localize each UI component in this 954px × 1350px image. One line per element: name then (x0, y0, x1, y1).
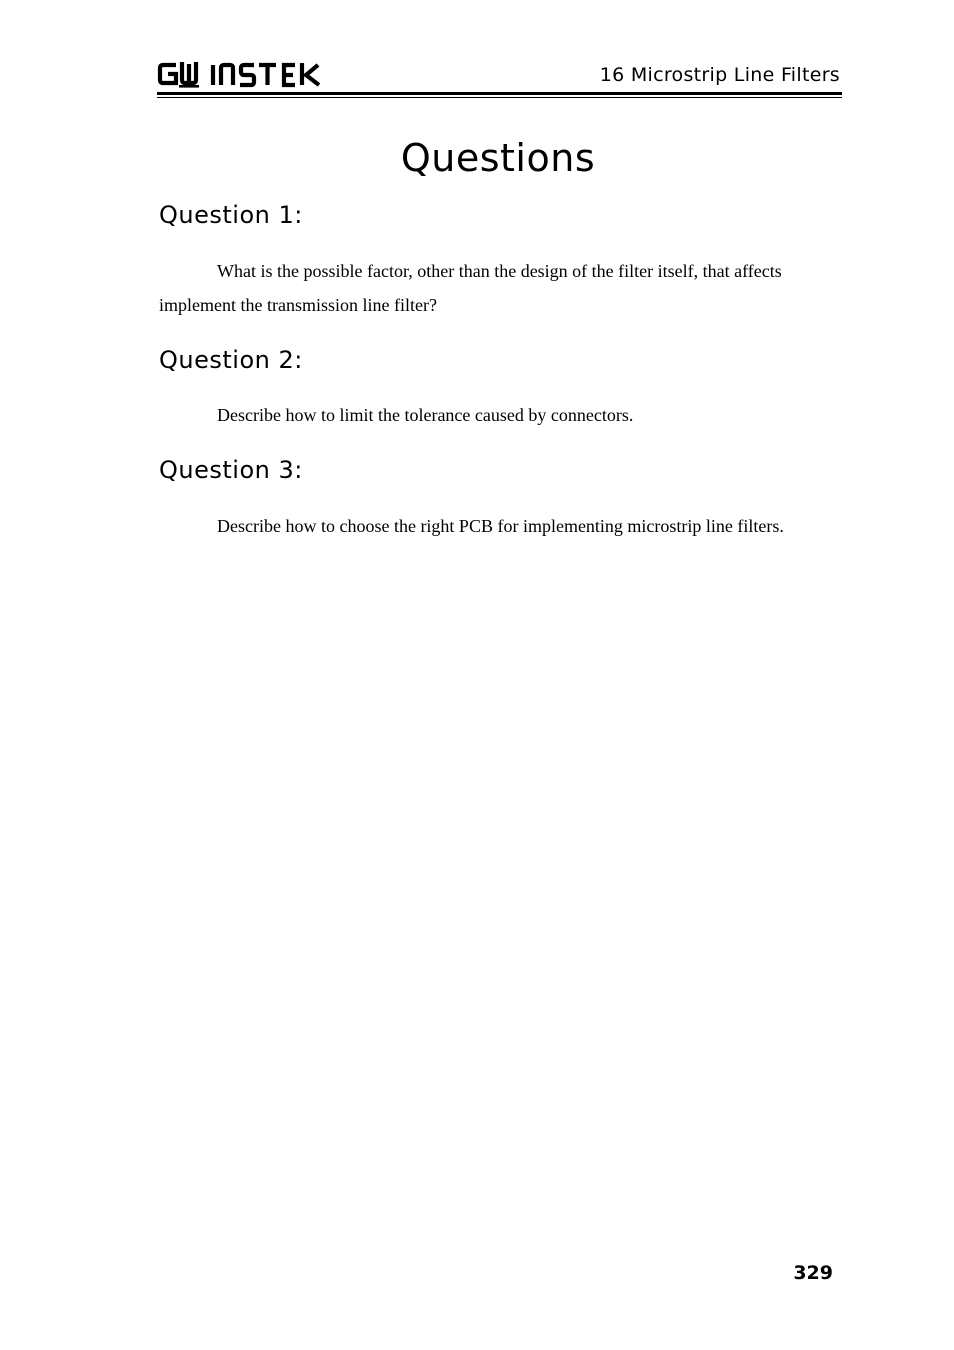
page-title: Questions (400, 136, 596, 180)
header-rule-thin (157, 97, 842, 98)
gw-instek-logo (157, 60, 322, 88)
page-header (157, 58, 842, 98)
question-3-text: Describe how to choose the right PCB for implementing microstrip line filters. (217, 516, 784, 536)
header-rule-thick (157, 92, 842, 95)
question-1-heading: Question 1: (159, 201, 303, 229)
page-number: 329 (793, 1262, 833, 1284)
question-3-heading: Question 3: (159, 456, 303, 484)
question-1-text: What is the possible factor, other than the design of the filter itself, that affects implement the transmission line filter? (159, 261, 782, 315)
question-2-text: Describe how to limit the tolerance caused by connectors. (217, 405, 634, 425)
chapter-title: 16 Microstrip Line Filters (599, 64, 840, 86)
question-2-heading: Question 2: (159, 346, 303, 374)
